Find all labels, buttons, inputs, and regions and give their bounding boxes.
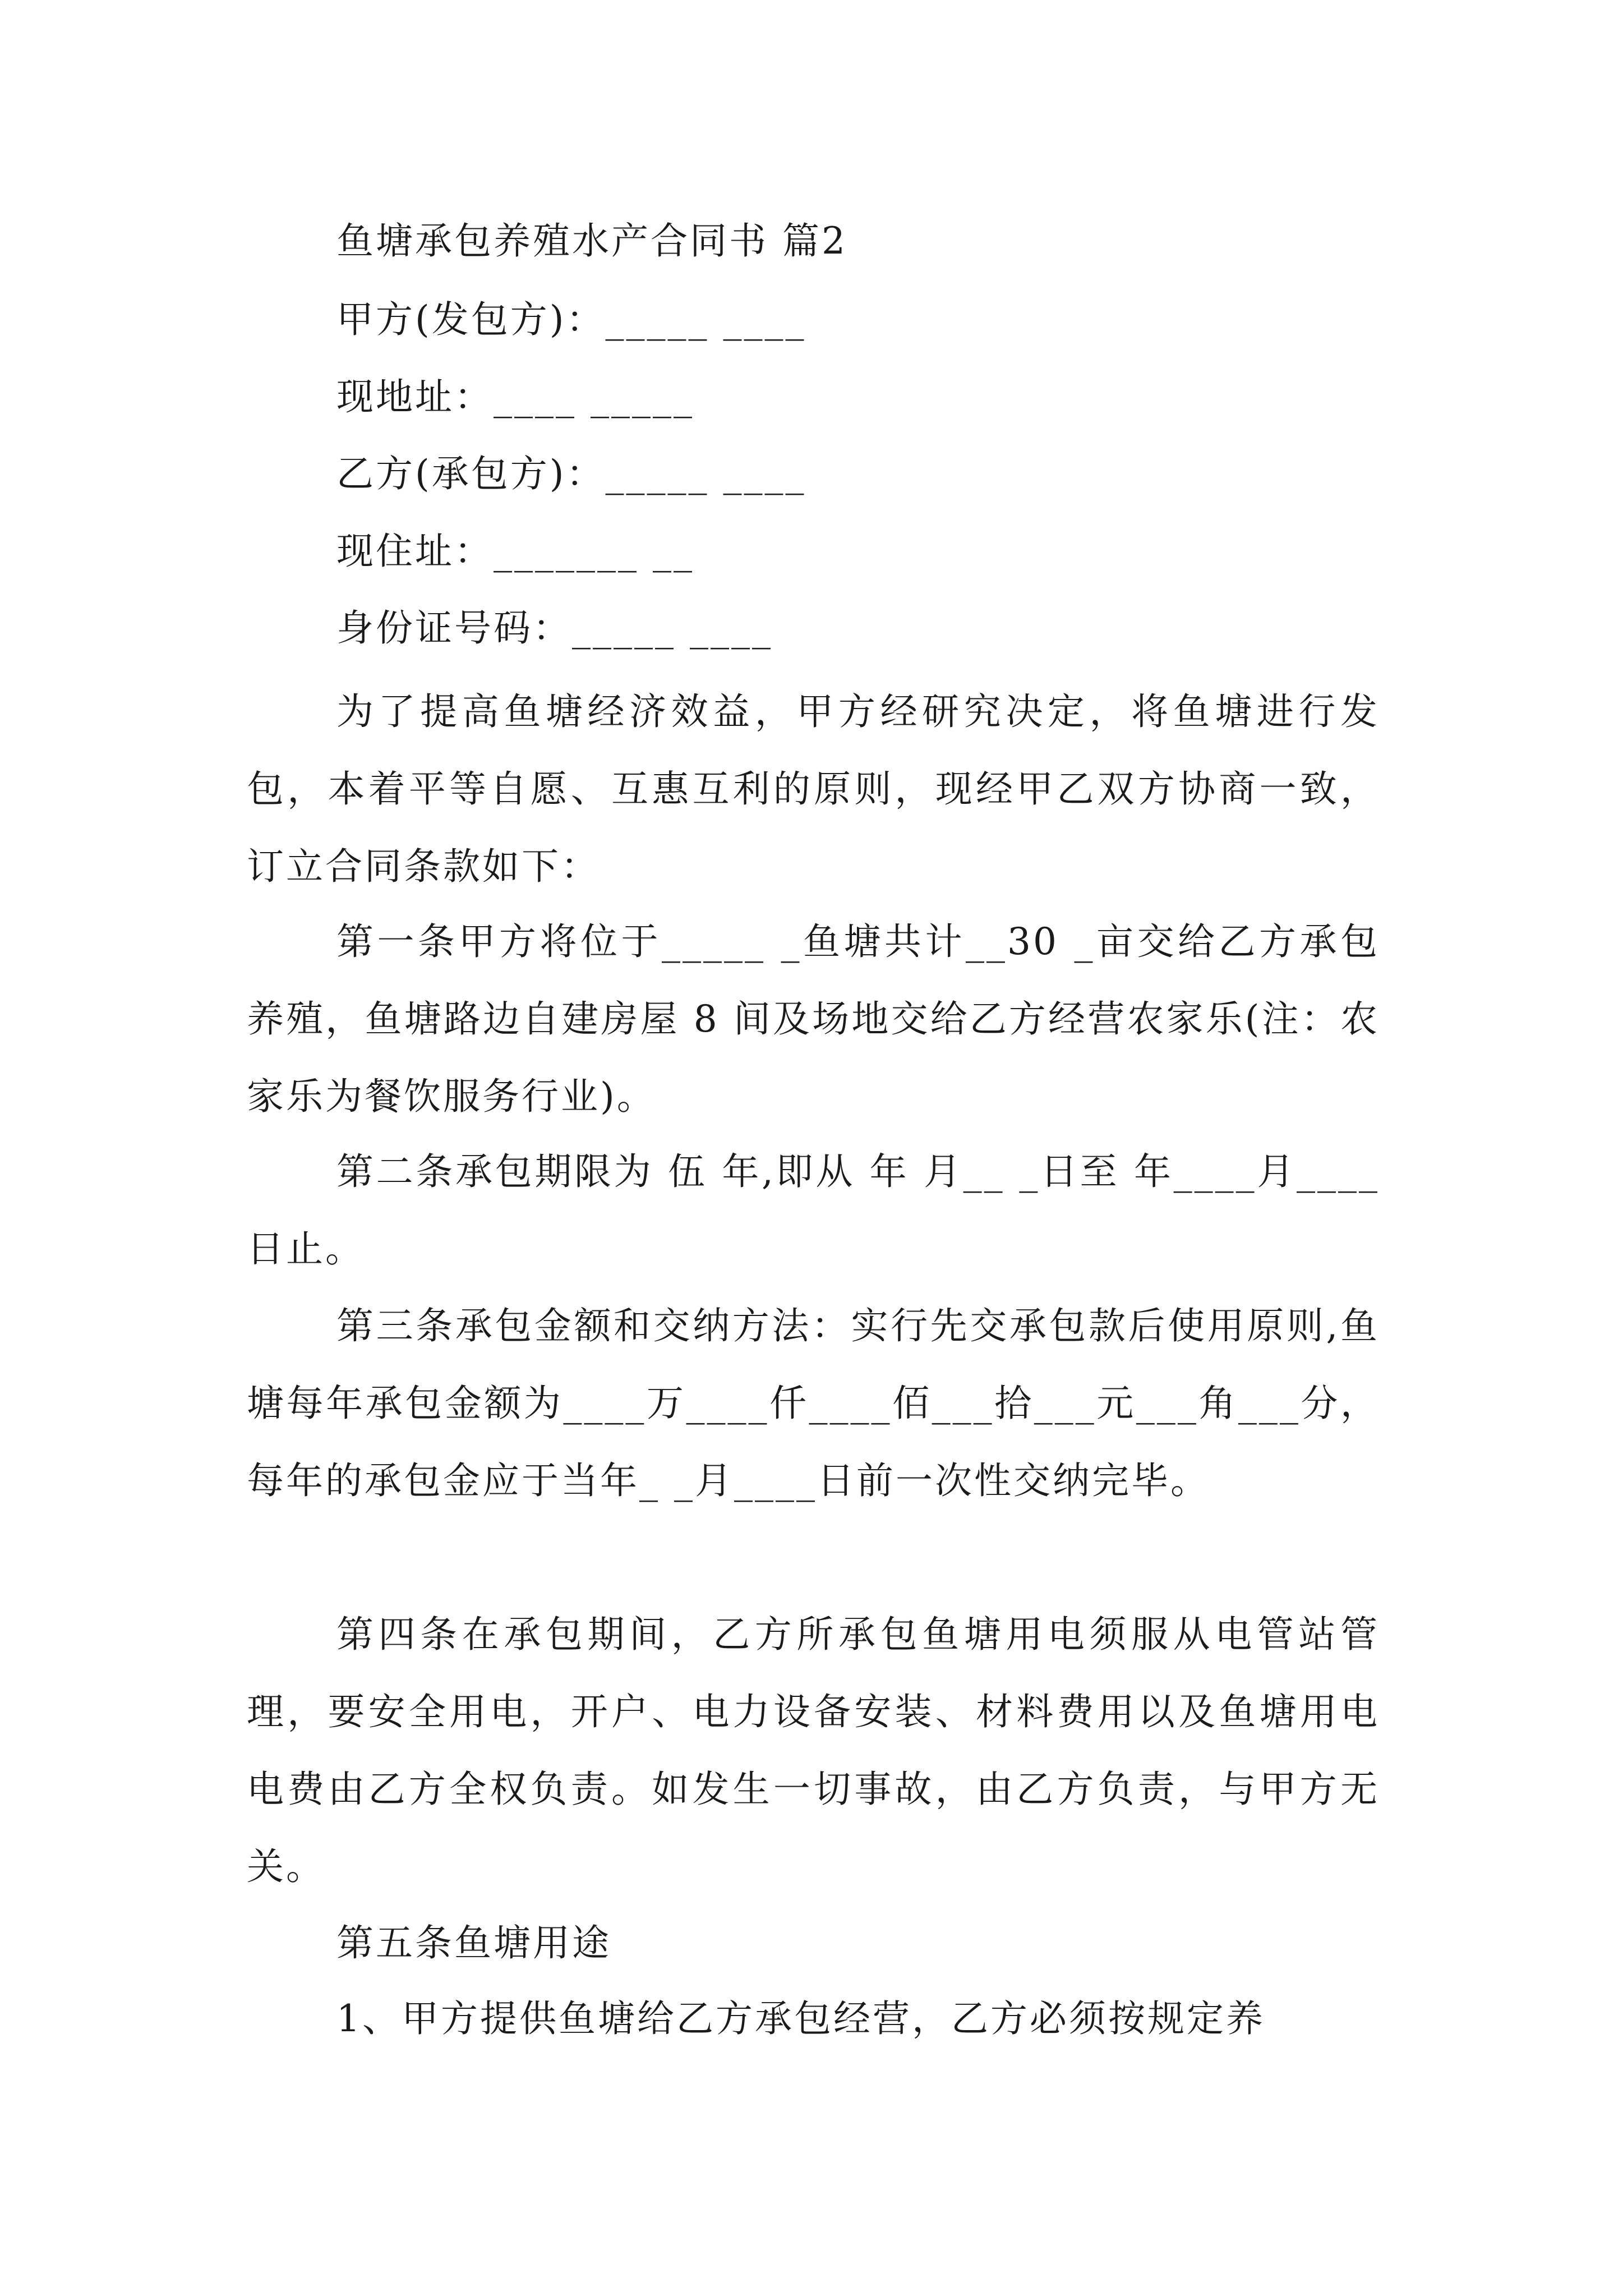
field-id-number: 身份证号码：_____ ____ bbox=[336, 606, 773, 650]
paragraph-preamble: 为了提高鱼塘经济效益，甲方经研究决定，将鱼塘进行发包，本着平等自愿、互惠互利的原则，现经甲乙双方协商一致，订立合同条款如下： bbox=[247, 690, 1380, 888]
document-title: 鱼塘承包养殖水产合同书 篇2 bbox=[336, 219, 847, 263]
paragraph-article-3: 第三条承包金额和交纳方法：实行先交承包款后使用原则,鱼塘每年承包金额为____万____仟____佰___拾___元___角___分，每年的承包金应于当年_ _月____日前一次性交纳完毕。 bbox=[247, 1304, 1380, 1502]
field-party-b: 乙方(承包方)：_____ ____ bbox=[336, 452, 806, 495]
paragraph-article-1: 第一条甲方将位于_____ _鱼塘共计__30 _亩交给乙方承包养殖，鱼塘路边自建房屋 8 间及场地交给乙方经营农家乐(注：农家乐为餐饮服务行业)。 bbox=[247, 920, 1380, 1118]
paragraph-article-4: 第四条在承包期间，乙方所承包鱼塘用电须服从电管站管理，要安全用电，开户、电力设备安装、材料费用以及鱼塘用电电费由乙方全权负责。如发生一切事故，由乙方负责，与甲方无关。 bbox=[247, 1613, 1380, 1888]
paragraph-article-5-heading: 第五条鱼塘用途 bbox=[336, 1921, 611, 1964]
field-party-b-address: 现住址：_______ __ bbox=[336, 530, 694, 573]
field-party-a-address: 现地址：____ _____ bbox=[336, 375, 694, 418]
paragraph-article-5-item-1: 1、甲方提供鱼塘给乙方承包经营，乙方必须按规定养 bbox=[336, 1997, 1265, 2040]
paragraph-article-2: 第二条承包期限为 伍 年,即从 年 月__ _日至 年____月____日止。 bbox=[247, 1150, 1380, 1271]
field-party-a: 甲方(发包方)：_____ ____ bbox=[336, 298, 806, 341]
